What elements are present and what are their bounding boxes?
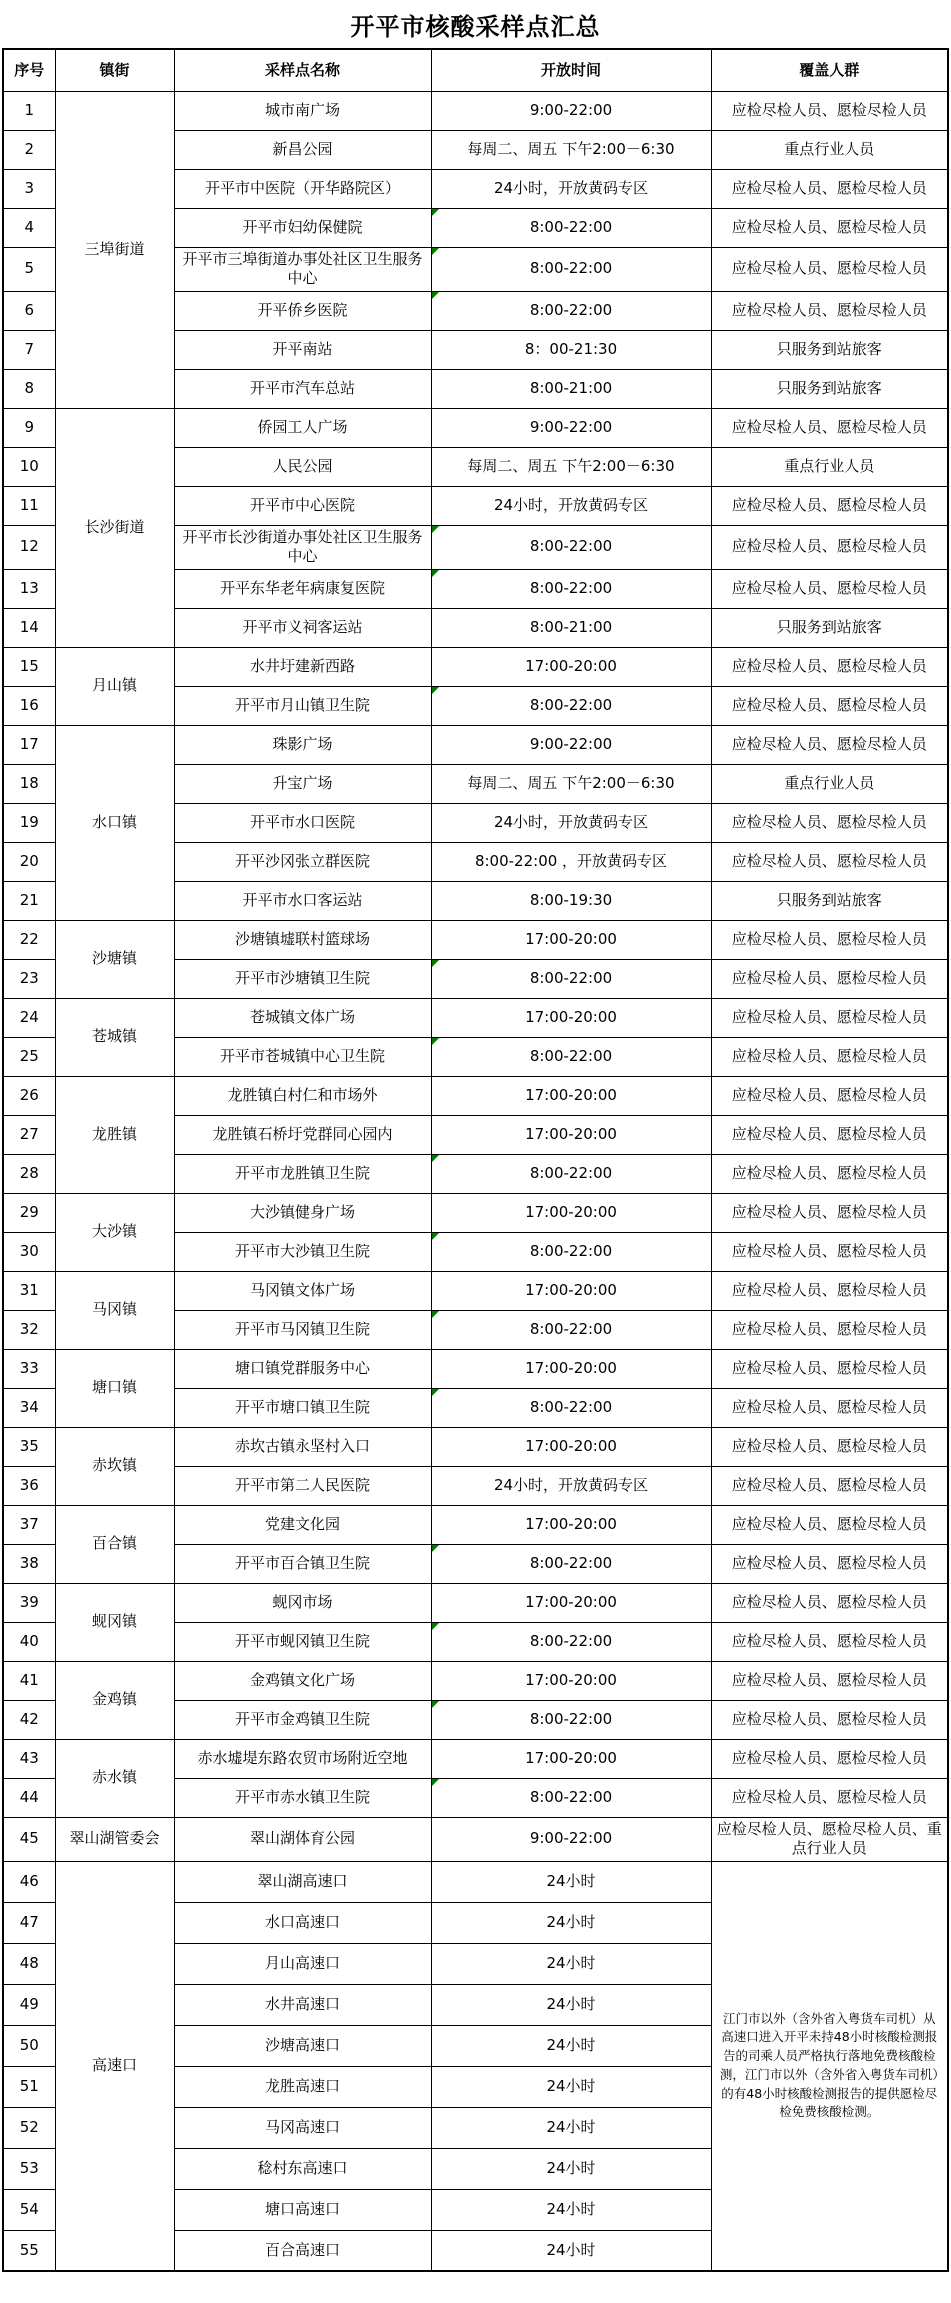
open-time-cell: 8:00-22:00 — [431, 1037, 711, 1076]
row-number-cell: 10 — [3, 447, 55, 486]
site-name-cell: 赤水墟堤东路农贸市场附近空地 — [174, 1739, 431, 1778]
town-cell: 长沙街道 — [55, 408, 174, 647]
coverage-cell: 应检尽检人员、愿检尽检人员 — [711, 408, 948, 447]
site-name-cell: 沙塘镇墟联村篮球场 — [174, 920, 431, 959]
coverage-cell: 重点行业人员 — [711, 130, 948, 169]
open-time-cell: 24小时 — [431, 2025, 711, 2066]
open-time-cell: 8:00-22:00 — [431, 569, 711, 608]
open-time-cell: 17:00-20:00 — [431, 1193, 711, 1232]
town-cell: 赤水镇 — [55, 1739, 174, 1817]
coverage-cell: 应检尽检人员、愿检尽检人员 — [711, 1349, 948, 1388]
site-name-cell: 侨园工人广场 — [174, 408, 431, 447]
column-header-coverage: 覆盖人群 — [711, 49, 948, 91]
site-name-cell: 赤坎古镇永坚村入口 — [174, 1427, 431, 1466]
header-row — [3, 49, 948, 91]
site-name-cell: 翠山湖高速口 — [174, 1861, 431, 1902]
row-number-cell: 11 — [3, 486, 55, 525]
row-number-cell: 16 — [3, 686, 55, 725]
site-name-cell: 马冈镇文体广场 — [174, 1271, 431, 1310]
sampling-points-table — [2, 48, 949, 2272]
coverage-cell: 应检尽检人员、愿检尽检人员 — [711, 1193, 948, 1232]
open-time-cell: 8：00-21:30 — [431, 330, 711, 369]
coverage-note-cell: 江门市以外（含外省入粤货车司机）从高速口进入开平未持48小时核酸检测报告的司乘人员严格执行落地免费核酸检测，江门市以外（含外省入粤货车司机）的有48小时核酸检测报告的提供愿检尽检免费核酸检测。 — [711, 1861, 948, 2271]
column-header-town: 镇街 — [55, 49, 174, 91]
site-name-cell: 开平市水口客运站 — [174, 881, 431, 920]
coverage-cell: 应检尽检人员、愿检尽检人员 — [711, 1388, 948, 1427]
coverage-cell: 应检尽检人员、愿检尽检人员 — [711, 169, 948, 208]
coverage-cell: 应检尽检人员、愿检尽检人员 — [711, 1739, 948, 1778]
open-time-cell: 9:00-22:00 — [431, 408, 711, 447]
coverage-cell: 应检尽检人员、愿检尽检人员 — [711, 1154, 948, 1193]
coverage-cell: 应检尽检人员、愿检尽检人员 — [711, 1427, 948, 1466]
site-name-cell: 开平市塘口镇卫生院 — [174, 1388, 431, 1427]
site-name-cell: 开平市龙胜镇卫生院 — [174, 1154, 431, 1193]
row-number-cell: 47 — [3, 1902, 55, 1943]
open-time-cell: 8:00-22:00 — [431, 1622, 711, 1661]
site-name-cell: 人民公园 — [174, 447, 431, 486]
open-time-cell: 8:00-22:00 — [431, 1544, 711, 1583]
open-time-cell: 17:00-20:00 — [431, 1583, 711, 1622]
coverage-cell: 应检尽检人员、愿检尽检人员、重点行业人员 — [711, 1817, 948, 1861]
table-body — [3, 91, 948, 2271]
site-name-cell: 开平市义祠客运站 — [174, 608, 431, 647]
row-number-cell: 44 — [3, 1778, 55, 1817]
site-name-cell: 苍城镇文体广场 — [174, 998, 431, 1037]
open-time-cell: 每周二、周五 下午2:00－6:30 — [431, 130, 711, 169]
site-name-cell: 水井高速口 — [174, 1984, 431, 2025]
open-time-cell: 8:00-22:00 — [431, 208, 711, 247]
open-time-cell: 17:00-20:00 — [431, 920, 711, 959]
town-cell: 赤坎镇 — [55, 1427, 174, 1505]
open-time-cell: 17:00-20:00 — [431, 1427, 711, 1466]
row-number-cell: 31 — [3, 1271, 55, 1310]
open-time-cell: 24小时 — [431, 1943, 711, 1984]
site-name-cell: 珠影广场 — [174, 725, 431, 764]
site-name-cell: 开平市大沙镇卫生院 — [174, 1232, 431, 1271]
row-number-cell: 35 — [3, 1427, 55, 1466]
open-time-cell: 17:00-20:00 — [431, 998, 711, 1037]
comment-marker-icon — [432, 1233, 439, 1240]
site-name-cell: 百合高速口 — [174, 2230, 431, 2271]
town-cell: 塘口镇 — [55, 1349, 174, 1427]
open-time-cell: 24小时 — [431, 1902, 711, 1943]
open-time-cell: 17:00-20:00 — [431, 1271, 711, 1310]
site-name-cell: 开平市月山镇卫生院 — [174, 686, 431, 725]
column-header-seq: 序号 — [3, 49, 55, 91]
row-number-cell: 53 — [3, 2148, 55, 2189]
open-time-cell: 24小时 — [431, 2066, 711, 2107]
row-number-cell: 54 — [3, 2189, 55, 2230]
town-cell: 大沙镇 — [55, 1193, 174, 1271]
coverage-cell: 应检尽检人员、愿检尽检人员 — [711, 1115, 948, 1154]
open-time-cell: 8:00-21:00 — [431, 608, 711, 647]
row-number-cell: 8 — [3, 369, 55, 408]
row-number-cell: 9 — [3, 408, 55, 447]
coverage-cell: 应检尽检人员、愿检尽检人员 — [711, 208, 948, 247]
open-time-cell: 24小时 — [431, 2189, 711, 2230]
row-number-cell: 48 — [3, 1943, 55, 1984]
site-name-cell: 沙塘高速口 — [174, 2025, 431, 2066]
open-time-cell: 9:00-22:00 — [431, 91, 711, 130]
row-number-cell: 29 — [3, 1193, 55, 1232]
row-number-cell: 50 — [3, 2025, 55, 2066]
open-time-cell: 24小时，开放黄码专区 — [431, 169, 711, 208]
site-name-cell: 开平市三埠街道办事处社区卫生服务中心 — [174, 247, 431, 291]
site-name-cell: 大沙镇健身广场 — [174, 1193, 431, 1232]
comment-marker-icon — [432, 1701, 439, 1708]
row-number-cell: 32 — [3, 1310, 55, 1349]
coverage-cell: 应检尽检人员、愿检尽检人员 — [711, 91, 948, 130]
town-cell: 百合镇 — [55, 1505, 174, 1583]
open-time-cell: 17:00-20:00 — [431, 1661, 711, 1700]
open-time-cell: 8:00-19:30 — [431, 881, 711, 920]
open-time-cell: 8:00-22:00 — [431, 1700, 711, 1739]
comment-marker-icon — [432, 1779, 439, 1786]
site-name-cell: 开平市赤水镇卫生院 — [174, 1778, 431, 1817]
site-name-cell: 开平市中医院（开华路院区） — [174, 169, 431, 208]
row-number-cell: 20 — [3, 842, 55, 881]
open-time-cell: 8:00-22:00 — [431, 959, 711, 998]
open-time-cell: 24小时，开放黄码专区 — [431, 1466, 711, 1505]
row-number-cell: 21 — [3, 881, 55, 920]
row-number-cell: 51 — [3, 2066, 55, 2107]
table-row — [3, 647, 948, 686]
row-number-cell: 43 — [3, 1739, 55, 1778]
open-time-cell: 17:00-20:00 — [431, 1505, 711, 1544]
row-number-cell: 12 — [3, 525, 55, 569]
coverage-cell: 只服务到站旅客 — [711, 330, 948, 369]
coverage-cell: 应检尽检人员、愿检尽检人员 — [711, 1622, 948, 1661]
site-name-cell: 开平市沙塘镇卫生院 — [174, 959, 431, 998]
site-name-cell: 开平市长沙街道办事处社区卫生服务中心 — [174, 525, 431, 569]
site-name-cell: 开平沙冈张立群医院 — [174, 842, 431, 881]
comment-marker-icon — [432, 1155, 439, 1162]
row-number-cell: 55 — [3, 2230, 55, 2271]
coverage-cell: 应检尽检人员、愿检尽检人员 — [711, 1661, 948, 1700]
table-row — [3, 1271, 948, 1310]
table-row — [3, 1817, 948, 1861]
site-name-cell: 开平市中心医院 — [174, 486, 431, 525]
coverage-cell: 应检尽检人员、愿检尽检人员 — [711, 569, 948, 608]
comment-marker-icon — [432, 1545, 439, 1552]
coverage-cell: 应检尽检人员、愿检尽检人员 — [711, 1310, 948, 1349]
site-name-cell: 新昌公园 — [174, 130, 431, 169]
comment-marker-icon — [432, 292, 439, 299]
site-name-cell: 城市南广场 — [174, 91, 431, 130]
row-number-cell: 39 — [3, 1583, 55, 1622]
coverage-cell: 应检尽检人员、愿检尽检人员 — [711, 1583, 948, 1622]
town-cell: 马冈镇 — [55, 1271, 174, 1349]
open-time-cell: 8:00-22:00 — [431, 686, 711, 725]
row-number-cell: 41 — [3, 1661, 55, 1700]
open-time-cell: 24小时 — [431, 1861, 711, 1902]
row-number-cell: 30 — [3, 1232, 55, 1271]
coverage-cell: 应检尽检人员、愿检尽检人员 — [711, 1037, 948, 1076]
row-number-cell: 25 — [3, 1037, 55, 1076]
comment-marker-icon — [432, 209, 439, 216]
town-cell: 沙塘镇 — [55, 920, 174, 998]
table-row — [3, 920, 948, 959]
site-name-cell: 开平南站 — [174, 330, 431, 369]
site-name-cell: 龙胜镇白村仁和市场外 — [174, 1076, 431, 1115]
table-row — [3, 998, 948, 1037]
comment-marker-icon — [432, 526, 439, 533]
open-time-cell: 24小时 — [431, 2230, 711, 2271]
row-number-cell: 23 — [3, 959, 55, 998]
coverage-cell: 应检尽检人员、愿检尽检人员 — [711, 525, 948, 569]
comment-marker-icon — [432, 1623, 439, 1630]
coverage-cell: 应检尽检人员、愿检尽检人员 — [711, 647, 948, 686]
coverage-cell: 应检尽检人员、愿检尽检人员 — [711, 920, 948, 959]
site-name-cell: 龙胜高速口 — [174, 2066, 431, 2107]
table-row — [3, 1505, 948, 1544]
coverage-cell: 应检尽检人员、愿检尽检人员 — [711, 1271, 948, 1310]
table-row — [3, 408, 948, 447]
row-number-cell: 37 — [3, 1505, 55, 1544]
open-time-cell: 每周二、周五 下午2:00－6:30 — [431, 764, 711, 803]
coverage-cell: 应检尽检人员、愿检尽检人员 — [711, 686, 948, 725]
open-time-cell: 8:00-22:00 — [431, 1154, 711, 1193]
open-time-cell: 每周二、周五 下午2:00－6:30 — [431, 447, 711, 486]
site-name-cell: 开平市苍城镇中心卫生院 — [174, 1037, 431, 1076]
open-time-cell: 24小时 — [431, 2107, 711, 2148]
coverage-cell: 应检尽检人员、愿检尽检人员 — [711, 1700, 948, 1739]
town-cell: 三埠街道 — [55, 91, 174, 408]
site-name-cell: 升宝广场 — [174, 764, 431, 803]
coverage-cell: 应检尽检人员、愿检尽检人员 — [711, 247, 948, 291]
open-time-cell: 24小时 — [431, 1984, 711, 2025]
open-time-cell: 8:00-22:00 — [431, 1310, 711, 1349]
coverage-cell: 应检尽检人员、愿检尽检人员 — [711, 1466, 948, 1505]
row-number-cell: 22 — [3, 920, 55, 959]
row-number-cell: 49 — [3, 1984, 55, 2025]
row-number-cell: 38 — [3, 1544, 55, 1583]
coverage-cell: 应检尽检人员、愿检尽检人员 — [711, 959, 948, 998]
open-time-cell: 8:00-22:00 — [431, 291, 711, 330]
comment-marker-icon — [432, 1311, 439, 1318]
table-row — [3, 91, 948, 130]
table-row — [3, 725, 948, 764]
open-time-cell: 8:00-22:00 — [431, 1778, 711, 1817]
coverage-cell: 应检尽检人员、愿检尽检人员 — [711, 1232, 948, 1271]
open-time-cell: 17:00-20:00 — [431, 647, 711, 686]
open-time-cell: 24小时 — [431, 2148, 711, 2189]
row-number-cell: 40 — [3, 1622, 55, 1661]
open-time-cell: 8:00-22:00 ，开放黄码专区 — [431, 842, 711, 881]
row-number-cell: 6 — [3, 291, 55, 330]
row-number-cell: 5 — [3, 247, 55, 291]
site-name-cell: 水口高速口 — [174, 1902, 431, 1943]
comment-marker-icon — [432, 960, 439, 967]
coverage-cell: 应检尽检人员、愿检尽检人员 — [711, 1778, 948, 1817]
coverage-cell: 重点行业人员 — [711, 764, 948, 803]
open-time-cell: 8:00-22:00 — [431, 525, 711, 569]
coverage-cell: 应检尽检人员、愿检尽检人员 — [711, 1076, 948, 1115]
comment-marker-icon — [432, 1389, 439, 1396]
town-cell: 月山镇 — [55, 647, 174, 725]
site-name-cell: 开平市蚬冈镇卫生院 — [174, 1622, 431, 1661]
coverage-cell: 应检尽检人员、愿检尽检人员 — [711, 998, 948, 1037]
row-number-cell: 26 — [3, 1076, 55, 1115]
open-time-cell: 9:00-22:00 — [431, 1817, 711, 1861]
site-name-cell: 开平东华老年病康复医院 — [174, 569, 431, 608]
table-row — [3, 1349, 948, 1388]
open-time-cell: 9:00-22:00 — [431, 725, 711, 764]
site-name-cell: 开平市汽车总站 — [174, 369, 431, 408]
site-name-cell: 开平市马冈镇卫生院 — [174, 1310, 431, 1349]
open-time-cell: 8:00-22:00 — [431, 1388, 711, 1427]
town-cell: 龙胜镇 — [55, 1076, 174, 1193]
row-number-cell: 45 — [3, 1817, 55, 1861]
coverage-cell: 应检尽检人员、愿检尽检人员 — [711, 291, 948, 330]
open-time-cell: 8:00-22:00 — [431, 247, 711, 291]
row-number-cell: 13 — [3, 569, 55, 608]
site-name-cell: 塘口镇党群服务中心 — [174, 1349, 431, 1388]
open-time-cell: 24小时，开放黄码专区 — [431, 803, 711, 842]
table-row — [3, 1739, 948, 1778]
row-number-cell: 34 — [3, 1388, 55, 1427]
site-name-cell: 马冈高速口 — [174, 2107, 431, 2148]
town-cell: 苍城镇 — [55, 998, 174, 1076]
coverage-cell: 应检尽检人员、愿检尽检人员 — [711, 486, 948, 525]
row-number-cell: 2 — [3, 130, 55, 169]
coverage-cell: 重点行业人员 — [711, 447, 948, 486]
row-number-cell: 14 — [3, 608, 55, 647]
open-time-cell: 24小时，开放黄码专区 — [431, 486, 711, 525]
row-number-cell: 36 — [3, 1466, 55, 1505]
open-time-cell: 17:00-20:00 — [431, 1739, 711, 1778]
site-name-cell: 开平市妇幼保健院 — [174, 208, 431, 247]
row-number-cell: 24 — [3, 998, 55, 1037]
town-cell: 翠山湖管委会 — [55, 1817, 174, 1861]
open-time-cell: 8:00-21:00 — [431, 369, 711, 408]
site-name-cell: 开平市金鸡镇卫生院 — [174, 1700, 431, 1739]
coverage-cell: 应检尽检人员、愿检尽检人员 — [711, 842, 948, 881]
site-name-cell: 开平市第二人民医院 — [174, 1466, 431, 1505]
table-row — [3, 1661, 948, 1700]
coverage-cell: 只服务到站旅客 — [711, 881, 948, 920]
site-name-cell: 月山高速口 — [174, 1943, 431, 1984]
coverage-cell: 应检尽检人员、愿检尽检人员 — [711, 725, 948, 764]
page-title: 开平市核酸采样点汇总 — [350, 12, 601, 41]
coverage-cell: 应检尽检人员、愿检尽检人员 — [711, 803, 948, 842]
table-row — [3, 1193, 948, 1232]
site-name-cell: 塘口高速口 — [174, 2189, 431, 2230]
town-cell: 高速口 — [55, 1861, 174, 2271]
site-name-cell: 开平市水口医院 — [174, 803, 431, 842]
row-number-cell: 18 — [3, 764, 55, 803]
row-number-cell: 52 — [3, 2107, 55, 2148]
row-number-cell: 7 — [3, 330, 55, 369]
row-number-cell: 33 — [3, 1349, 55, 1388]
comment-marker-icon — [432, 570, 439, 577]
town-cell: 蚬冈镇 — [55, 1583, 174, 1661]
open-time-cell: 17:00-20:00 — [431, 1076, 711, 1115]
site-name-cell: 开平市百合镇卫生院 — [174, 1544, 431, 1583]
site-name-cell: 稔村东高速口 — [174, 2148, 431, 2189]
table-row — [3, 1583, 948, 1622]
site-name-cell: 金鸡镇文化广场 — [174, 1661, 431, 1700]
open-time-cell: 8:00-22:00 — [431, 1232, 711, 1271]
coverage-cell: 应检尽检人员、愿检尽检人员 — [711, 1505, 948, 1544]
town-cell: 金鸡镇 — [55, 1661, 174, 1739]
site-name-cell: 党建文化园 — [174, 1505, 431, 1544]
row-number-cell: 46 — [3, 1861, 55, 1902]
row-number-cell: 28 — [3, 1154, 55, 1193]
table-row — [3, 1861, 948, 1902]
row-number-cell: 3 — [3, 169, 55, 208]
coverage-cell: 应检尽检人员、愿检尽检人员 — [711, 1544, 948, 1583]
site-name-cell: 开平侨乡医院 — [174, 291, 431, 330]
comment-marker-icon — [432, 687, 439, 694]
table-row — [3, 1427, 948, 1466]
row-number-cell: 15 — [3, 647, 55, 686]
table-row — [3, 1076, 948, 1115]
row-number-cell: 42 — [3, 1700, 55, 1739]
column-header-site: 采样点名称 — [174, 49, 431, 91]
site-name-cell: 翠山湖体育公园 — [174, 1817, 431, 1861]
site-name-cell: 蚬冈市场 — [174, 1583, 431, 1622]
comment-marker-icon — [432, 248, 439, 255]
coverage-cell: 只服务到站旅客 — [711, 608, 948, 647]
site-name-cell: 龙胜镇石桥圩党群同心园内 — [174, 1115, 431, 1154]
row-number-cell: 17 — [3, 725, 55, 764]
open-time-cell: 17:00-20:00 — [431, 1115, 711, 1154]
coverage-cell: 只服务到站旅客 — [711, 369, 948, 408]
row-number-cell: 19 — [3, 803, 55, 842]
open-time-cell: 17:00-20:00 — [431, 1349, 711, 1388]
row-number-cell: 4 — [3, 208, 55, 247]
column-header-hours: 开放时间 — [431, 49, 711, 91]
row-number-cell: 1 — [3, 91, 55, 130]
comment-marker-icon — [432, 1038, 439, 1045]
row-number-cell: 27 — [3, 1115, 55, 1154]
site-name-cell: 水井圩建新西路 — [174, 647, 431, 686]
town-cell: 水口镇 — [55, 725, 174, 920]
